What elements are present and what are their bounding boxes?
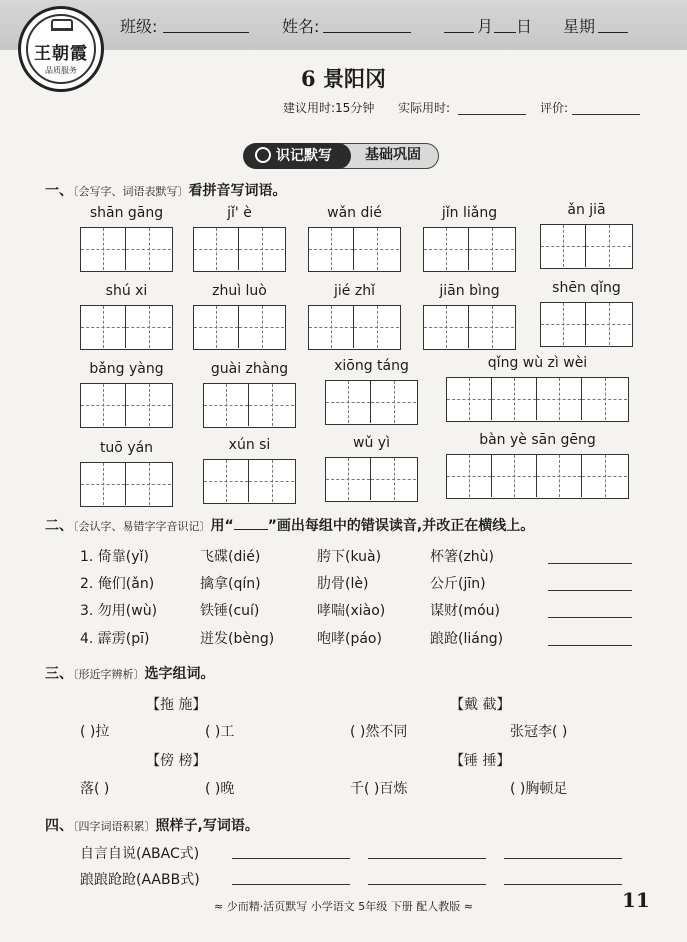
actual-time-field[interactable] [458,114,526,115]
banner-memorize: 识记默写 [243,143,351,169]
blank-5[interactable]: 落( ) [80,781,110,797]
pronunciation-item[interactable]: 谋财(móu) [430,603,500,619]
grid-cell[interactable] [537,455,582,497]
grid-cell[interactable] [424,306,469,348]
grid-cell[interactable] [447,378,492,420]
pronunciation-item[interactable]: 3. 勿用(wù) [80,603,158,619]
section-3-heading: 三、〔形近字辨析〕选字组词。 [45,666,215,682]
grid-cell[interactable] [81,306,126,348]
writing-grid[interactable] [193,305,286,350]
grid-cell[interactable] [309,306,354,348]
grid-cell[interactable] [582,378,627,420]
answer-line[interactable] [232,884,350,885]
pronunciation-item[interactable]: 2. 俺们(ǎn) [80,576,155,592]
grid-cell[interactable] [239,306,284,348]
day-label: 日 [516,17,533,36]
pronunciation-item[interactable]: 胯下(kuà) [317,549,382,565]
correction-line[interactable] [548,590,632,591]
writing-grid[interactable] [540,224,633,269]
blank-2[interactable]: ( )工 [205,724,235,740]
grid-cell[interactable] [424,228,469,270]
grid-cell[interactable] [204,460,249,502]
writing-grid[interactable] [193,227,286,272]
char-group-3: 【傍 榜】 [146,753,207,769]
evaluation-label: 评价: [540,101,569,115]
answer-line[interactable] [504,858,622,859]
grid-cell[interactable] [582,455,627,497]
writing-grid[interactable] [80,227,173,272]
answer-line[interactable] [368,884,486,885]
blank-7[interactable]: 千( )百炼 [350,781,408,797]
grid-cell[interactable] [126,463,171,505]
pinyin-label: bǎng yàng [89,361,164,377]
pronunciation-item[interactable]: 踉跄(liáng) [430,631,504,647]
pronunciation-item[interactable]: 哮喘(xiào) [317,603,386,619]
grid-cell[interactable] [126,384,171,426]
page-footer: ≈ 少而精·活页默写 小学语文 5年级 下册 配人教版 ≈ [214,900,473,913]
banner-basic: 基础巩固 [339,143,439,169]
name-field[interactable] [323,32,411,33]
page-title: 6 景阳冈 [301,66,386,91]
pinyin-label: tuō yán [99,440,154,456]
grid-cell[interactable] [447,455,492,497]
actual-time-label: 实际用时: [398,101,451,115]
pinyin-label: shú xi [105,283,148,299]
answer-line[interactable] [504,884,622,885]
pinyin-label: shēn qǐng [552,280,621,296]
grid-cell[interactable] [126,228,171,270]
grid-cell[interactable] [204,384,249,426]
grid-cell[interactable] [126,306,171,348]
month-field[interactable] [444,32,474,33]
pronunciation-item[interactable]: 擒拿(qín) [200,576,261,592]
writing-grid[interactable] [80,462,173,507]
section-2-heading: 二、〔会认字、易错字字音识记〕用“ ”画出每组中的错误读音,并改正在横线上。 [45,518,535,534]
pronunciation-item[interactable]: 飞碟(dié) [200,549,261,565]
grid-cell[interactable] [492,455,537,497]
writing-grid[interactable] [203,383,296,428]
correction-line[interactable] [548,617,632,618]
class-field[interactable] [163,32,249,33]
pinyin-label: xún si [228,437,271,453]
writing-grid[interactable] [540,302,633,347]
blank-1[interactable]: ( )拉 [80,724,110,740]
blank-4[interactable]: 张冠李( ) [510,724,568,740]
pinyin-label: shān gāng [89,205,164,221]
pronunciation-item[interactable]: 4. 霹雳(pī) [80,631,150,647]
pronunciation-item[interactable]: 公斤(jīn) [430,576,486,592]
writing-grid[interactable] [446,454,629,499]
answer-line[interactable] [368,858,486,859]
name-label: 姓名: [282,17,320,36]
grid-cell[interactable] [326,458,371,500]
grid-cell[interactable] [354,306,399,348]
grid-cell[interactable] [586,303,631,345]
grid-cell[interactable] [194,228,239,270]
pinyin-label: qǐng wù zì wèi [487,355,588,371]
writing-grid[interactable] [325,457,418,502]
pronunciation-item[interactable]: 杯箸(zhù) [430,549,495,565]
char-group-4: 【锤 捶】 [450,753,511,769]
pinyin-label: jié zhǐ [334,283,375,299]
grid-cell[interactable] [81,463,126,505]
suggested-time: 建议用时:15分钟 [283,101,375,115]
writing-grid[interactable] [203,459,296,504]
grid-cell[interactable] [309,228,354,270]
crown-icon [51,19,73,31]
pinyin-label: xiōng táng [334,358,409,374]
writing-grid[interactable] [423,227,516,272]
grid-cell[interactable] [81,384,126,426]
writing-grid[interactable] [80,305,173,350]
weekday-label: 星期 [563,17,596,36]
grid-cell[interactable] [239,228,284,270]
char-group-2: 【戴 截】 [450,697,511,713]
grid-cell[interactable] [81,228,126,270]
example-aabb: 踉踉跄跄(AABB式) [80,872,200,888]
pronunciation-item[interactable]: 1. 倚靠(yǐ) [80,549,149,565]
grid-cell[interactable] [354,228,399,270]
pinyin-label: wǎn dié [327,205,382,221]
pinyin-label: wǔ yì [353,435,390,451]
example-abac: 自言自说(ABAC式) [80,846,200,862]
class-label: 班级: [120,17,158,36]
correction-line[interactable] [548,563,632,564]
correction-line[interactable] [548,645,632,646]
blank-3[interactable]: ( )然不同 [350,724,408,740]
grid-cell[interactable] [541,303,586,345]
writing-grid[interactable] [80,383,173,428]
writing-grid[interactable] [423,305,516,350]
pronunciation-item[interactable]: 铁锤(cuí) [200,603,260,619]
grid-cell[interactable] [371,458,416,500]
pinyin-label: jiān bìng [439,283,500,299]
grid-cell[interactable] [249,460,294,502]
page-number: 11 [622,888,650,912]
char-group-1: 【拖 施】 [146,697,207,713]
pinyin-label: guài zhàng [210,361,289,377]
section-4-heading: 四、〔四字词语积累〕照样子,写词语。 [45,818,259,834]
pronunciation-item[interactable]: 肋骨(lè) [317,576,369,592]
grid-cell[interactable] [492,378,537,420]
publisher-logo: 王朝霞 品质服务 [18,6,104,92]
pinyin-label: jǐn liǎng [441,205,498,221]
writing-grid[interactable] [446,377,629,422]
section-1-heading: 一、〔会写字、词语表默写〕看拼音写词语。 [45,183,287,199]
grid-cell[interactable] [469,228,514,270]
evaluation-field[interactable] [572,114,640,115]
memo-icon [255,147,271,163]
answer-line[interactable] [232,858,350,859]
grid-cell[interactable] [194,306,239,348]
writing-grid[interactable] [325,380,418,425]
weekday-field[interactable] [598,32,628,33]
pronunciation-item[interactable]: 咆哮(páo) [317,631,382,647]
blank-8[interactable]: ( )胸顿足 [510,781,568,797]
pronunciation-item[interactable]: 迸发(bèng) [200,631,275,647]
grid-cell[interactable] [586,225,631,267]
pinyin-label: ǎn jiā [567,202,606,218]
month-label: 月 [477,17,494,36]
grid-cell[interactable] [249,384,294,426]
blank-6[interactable]: ( )晚 [205,781,235,797]
writing-grid[interactable] [308,305,401,350]
grid-cell[interactable] [537,378,582,420]
grid-cell[interactable] [326,381,371,423]
grid-cell[interactable] [469,306,514,348]
writing-grid[interactable] [308,227,401,272]
grid-cell[interactable] [541,225,586,267]
pinyin-label: bàn yè sān gēng [479,432,596,448]
grid-cell[interactable] [371,381,416,423]
day-field[interactable] [494,32,516,33]
pinyin-label: zhuì luò [212,283,267,299]
pinyin-label: jǐ' è [227,205,252,221]
